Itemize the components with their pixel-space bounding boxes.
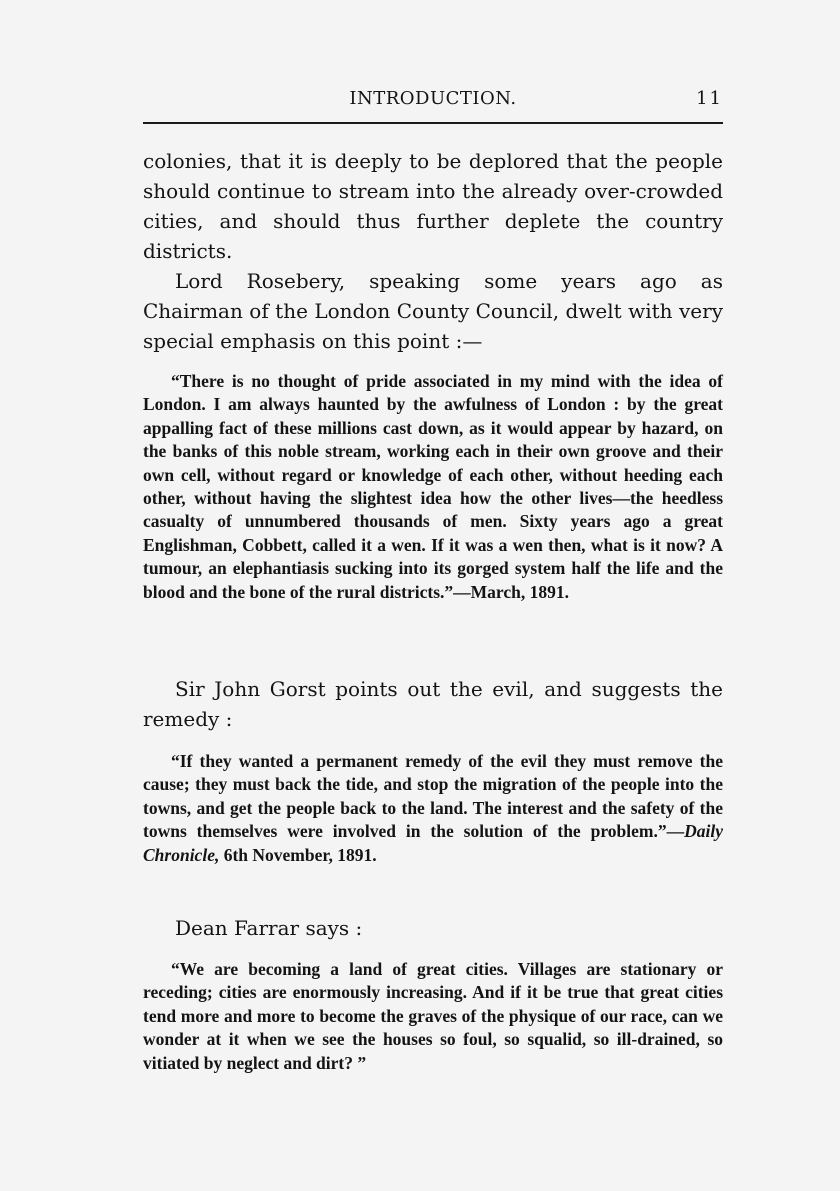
quote-gorst-source: Daily Chronicle,	[143, 821, 723, 865]
paragraph-colonies: colonies, that it is deeply to be deplored that the people should continue to stream into the already over-crowded cities, and should thus further deplete the country districts.	[143, 149, 723, 263]
running-header	[143, 88, 723, 120]
quote-gorst-text: “If they wanted a permanent remedy of the evil they must remove the cause; they must back the tide, and stop the migration of the people into the towns, and get the people back to the land. The interest and the safety of the towns themselves were involved in the solution of the problem.”—	[143, 751, 723, 842]
quote-rosebery: “There is no thought of pride associated in my mind with the idea of London. I am always haunted by the awfulness of London : by the great appalling fact of these millions cast down, as it would appear by hazard, on the banks of this noble stream, working each in their own groove and their own cell, without regard or knowledge of each other, without heeding each other, without having the slightest idea how the other lives—the heedless casualty of unnumbered thousands of men. Sixty years ago a great Englishman, Cobbett, called it a wen. If it was a wen then, what is it now? A tumour, an elephantiasis sucking into its gorged system half the life and the blood and the bone of the rural districts.”—March, 1891.	[143, 371, 723, 602]
quote-gorst	[143, 750, 723, 867]
page-number: 11	[696, 88, 723, 109]
running-title: INTRODUCTION.	[349, 88, 517, 109]
paragraph-rosebery: Lord Rosebery, speaking some years ago as Chairman of the London County Council, dwelt with very special emphasis on this point :—	[143, 269, 723, 353]
quote-farrar: “We are becoming a land of great cities. Villages are stationary or receding; cities are enormously increasing. And if it be true that great cities tend more and more to become the graves of the physique of our race, can we wonder at it when we see the houses so foul, so squalid, so ill-drained, so vitiated by neglect and dirt? ”	[143, 959, 723, 1073]
paragraph-farrar: Dean Farrar says :	[175, 916, 363, 940]
header-rule	[143, 122, 723, 124]
paragraph-gorst: Sir John Gorst points out the evil, and suggests the remedy :	[143, 677, 723, 731]
quote-gorst-date: 6th November, 1891.	[219, 844, 377, 865]
